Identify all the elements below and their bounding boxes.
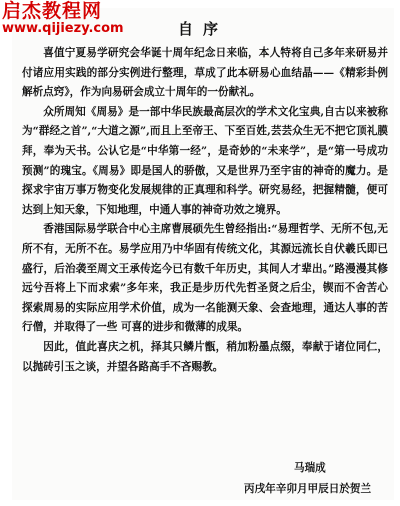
paragraph: 香港国际易学联合中心主席曹展硕先生曾经指出:“易理哲学、无所不包,无所不有，无所不在。易学应用乃中华固有传统文化，其源远流长自伏羲氏即已盛行，后治袭至周文王承传迄今已有数千年历史，其间人才辈出。”路漫漫其修远兮吾将上下而求索”多年来，我正是步历代先哲圣贤之后尘，锲而不舍苦心探索周易的实际应用学术价值，成为一名能测天象、会查地理，通达人事的苦行僧，并取得了一些 可喜的进步和微薄的成果。 — [22, 223, 388, 334]
site-watermark — [2, 2, 124, 36]
watermark-site-name: 启杰教程网 — [2, 0, 103, 22]
page-title: 自序 — [177, 20, 228, 38]
paragraph: 因此，值此喜庆之机，择其只鳞片甑，稍加粉墨点缀，奉献于诸位同仁，以抛砖引玉之谈，并望各路高手不吝赐教。 — [22, 340, 388, 373]
paragraph: 众所周知《周易》是一部中华民族最高层次的学术文化宝典,自古以来被称为“群经之首”,“大道之源”,而且上至帝王、下至百姓,芸芸众生无不把它顶礼膜拜，奉为天书。公认它是“中华第一经”，是奇妙的“未来学”，是“第一号成功预测”的瑰宝。《周易》即是国人的骄傲，又是世界乃至宇宙的神奇的魔力。是探求宇宙万事万物变化发展规律的正真理和科学。研究易经，把握精髓，便可达到上知天象，下知地理，中通人事的神奇功效之境界。 — [22, 105, 388, 216]
paragraph: 喜值宁夏易学研究会华诞十周年纪念日来临，本人特将自己多年来研易并付诸应用实践的部分实例进行整理，草成了此本研易心血结晶——《精彩卦例解析点窍》，作为向易研会成立十周年的一份献礼。 — [22, 47, 388, 99]
document-body — [22, 44, 388, 377]
watermark-url: www.qijiezy.com — [2, 20, 124, 36]
document-page — [12, 8, 394, 500]
author-signature: 马瑞成 — [294, 462, 326, 474]
signature-date: 丙戌年辛卯月甲辰日於贺兰 — [244, 483, 372, 495]
